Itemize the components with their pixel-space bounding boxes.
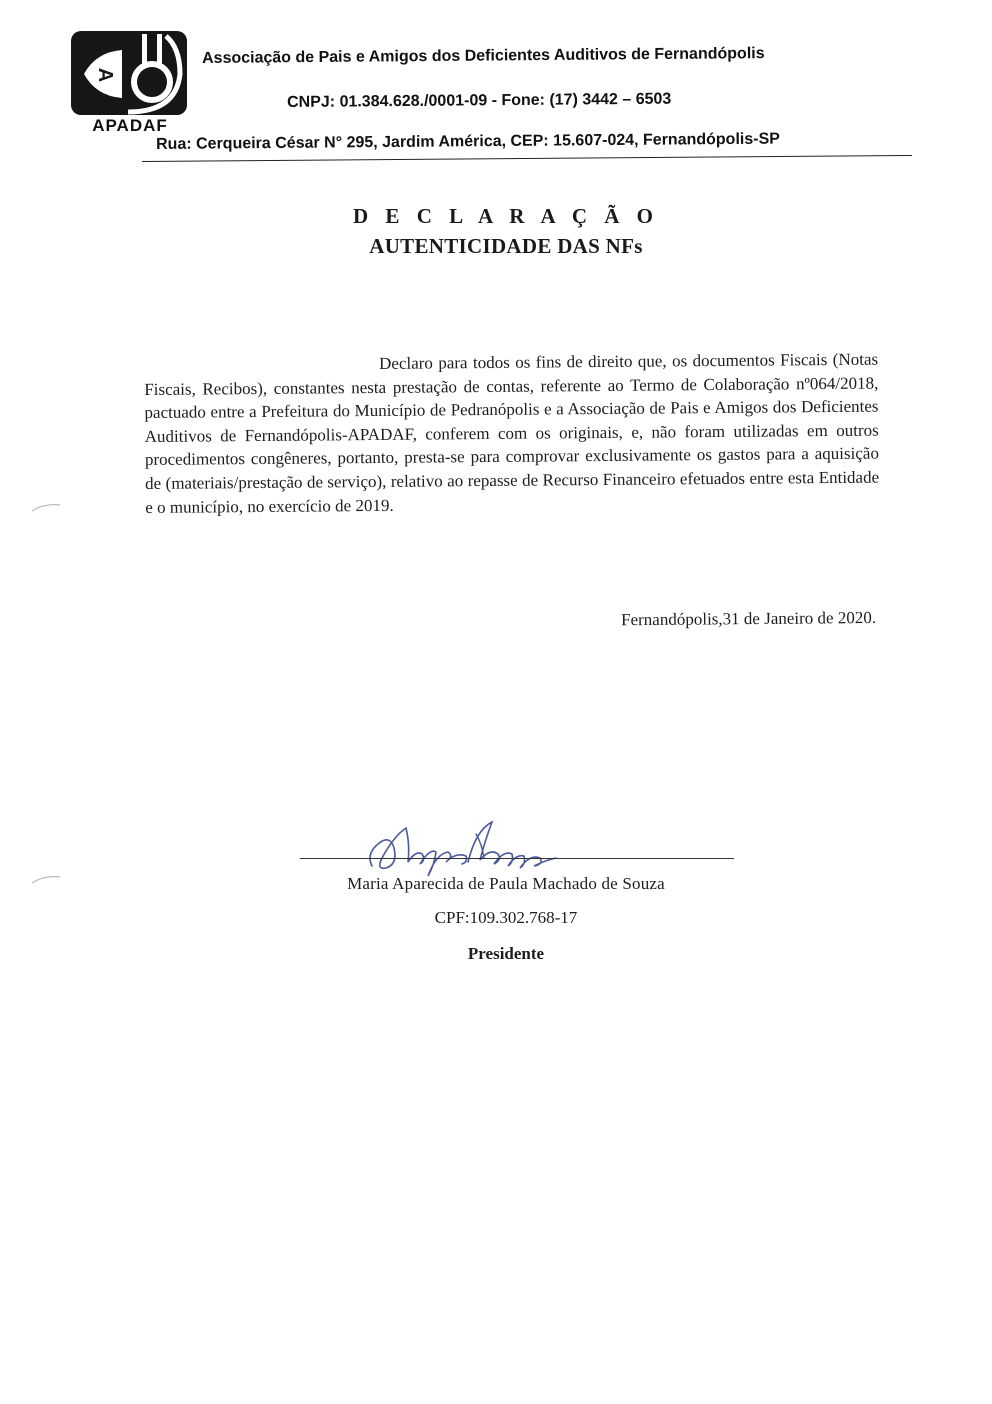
address: Rua: Cerqueira César N° 295, Jardim América, CEP: 15.607-024, Fernandópolis-SP [156, 130, 780, 153]
handwritten-signature-icon [364, 814, 564, 880]
document-subtitle: AUTENTICIDADE DAS NFs [369, 234, 643, 258]
declaration-body: Declaro para todos os fins de direito que, os documentos Fiscais (Notas Fiscais, Recibos), constantes nesta prestação de contas, referente ao Termo de Colaboração nº064/2018, pactuado entre a Prefeitura do Município de Pedranópolis e a Associação de Pais e Amigos dos Deficientes Auditivos de Fernandópolis-APADAF, conferem com os originais, e, não foram utilizadas em outros procedimentos congêneres, portanto, presta-se para comprovar exclusivamente os gastos para a aquisição de (materiais/prestação de serviço), relativo ao repasse de Recurso Financeiro efetuados entre esta Entidade e o município, no exercício de 2019. [144, 349, 880, 517]
signer-name: Maria Aparecida de Paula Machado de Souza [347, 874, 665, 893]
logo-wordmark: APADAF [92, 116, 168, 135]
signature-line [300, 858, 734, 859]
signer-role: Presidente [467, 944, 545, 963]
document-title: D E C L A R A Ç Ã O [353, 204, 659, 228]
scan-mark [30, 500, 62, 512]
scan-mark [30, 872, 62, 884]
letterhead-divider [142, 155, 912, 162]
signer-cpf: CPF:109.302.768-17 [434, 908, 578, 927]
date-line: Fernandópolis,31 de Janeiro de 2020. [621, 608, 877, 630]
organization-name: Associação de Pais e Amigos dos Deficientes Auditivos de Fernandópolis [202, 45, 765, 67]
logo-letter: A [94, 67, 116, 83]
cnpj-phone: CNPJ: 01.384.628./0001-09 - Fone: (17) 3442 – 6503 [287, 90, 672, 111]
